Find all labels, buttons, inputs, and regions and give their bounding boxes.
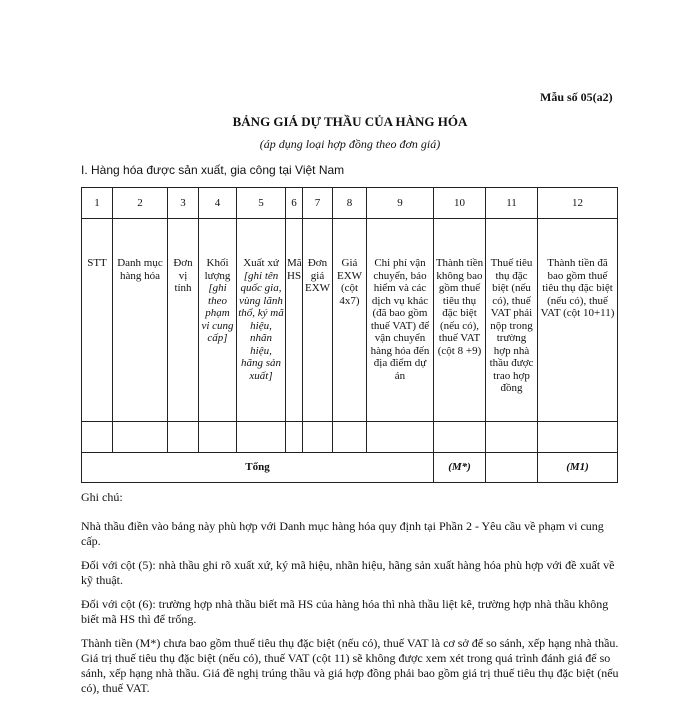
table-cell (199, 422, 237, 453)
table-cell (333, 422, 367, 453)
column-number-row (82, 188, 618, 219)
total-m1: (M1) (538, 453, 618, 483)
table-cell (303, 422, 333, 453)
header-stt: STT (82, 219, 113, 422)
note-item: Nhà thầu điền vào bảng này phù hợp với Danh mục hàng hóa quy định tại Phần 2 - Yêu cầu về phạm vi cung cấp. (81, 519, 604, 548)
header-exw-unit-price: Đơn giá EXW (303, 219, 333, 422)
header-exw-price: Giá EXW (cột 4x7) (333, 219, 367, 422)
col-number: 1 (82, 188, 113, 219)
note-item: Đối với cột (6): trường hợp nhà thầu biết mã HS của hàng hóa thì nhà thầu liệt kê, trường hợp nhà thầu không biết mã HS thì để trống. (81, 597, 609, 626)
section-heading: I. Hàng hóa được sản xuất, gia công tại Việt Nam (81, 163, 345, 177)
table-cell (367, 422, 434, 453)
header-origin-label: Xuất xứ (243, 257, 279, 269)
note-item: Đối với cột (5): nhà thầu ghi rõ xuất xứ, ký mã hiệu, nhãn hiệu, hãng sản xuất hàng hóa phù hợp với đề xuất về kỹ thuật. (81, 558, 615, 587)
col-number: 5 (237, 188, 286, 219)
form-code: Mẫu số 05(a2) (540, 90, 613, 104)
col-number: 6 (286, 188, 303, 219)
header-item-list: Danh mục hàng hóa (113, 219, 168, 422)
col-number: 8 (333, 188, 367, 219)
bid-price-table (81, 187, 618, 483)
table-cell (434, 422, 486, 453)
header-transport-cost: Chi phí vận chuyển, bảo hiểm và các dịch vụ khác (đã bao gồm thuế VAT) để vận chuyển hàng hóa đến địa điểm dự án (367, 219, 434, 422)
total-m-star: (M*) (434, 453, 486, 483)
col-number: 9 (367, 188, 434, 219)
table-cell (82, 422, 113, 453)
header-quantity-note: [ghi theo phạm vi cung cấp] (201, 282, 234, 344)
header-origin-note: [ghi tên quốc gia, vùng lãnh thổ, ký mã hiệu, nhãn hiệu, hãng sản xuất] (238, 269, 284, 382)
col-number: 12 (538, 188, 618, 219)
total-row (82, 453, 618, 483)
header-unit: Đơn vị tính (168, 219, 199, 422)
document-title: BẢNG GIÁ DỰ THẦU CỦA HÀNG HÓA (232, 114, 468, 129)
empty-row (82, 422, 618, 453)
header-amount-incl-tax: Thành tiền đã bao gồm thuế tiêu thụ đặc biệt (nếu có), thuế VAT (cột 10+11) (538, 219, 618, 422)
total-tax-cell (486, 453, 538, 483)
header-quantity (199, 219, 237, 422)
notes-heading: Ghi chú: (81, 490, 123, 504)
table-cell (538, 422, 618, 453)
col-number: 10 (434, 188, 486, 219)
table-cell (168, 422, 199, 453)
table-cell (486, 422, 538, 453)
header-hs-code: Mã HS (286, 219, 303, 422)
table-cell (113, 422, 168, 453)
notes-section (81, 490, 621, 705)
col-number: 4 (199, 188, 237, 219)
col-number: 11 (486, 188, 538, 219)
header-tax: Thuế tiêu thụ đặc biệt (nếu có), thuế VAT phải nộp trong trường hợp nhà thầu được trao hợp đồng (486, 219, 538, 422)
table-cell (237, 422, 286, 453)
header-amount-excl-tax: Thành tiền không bao gồm thuế tiêu thụ đặc biệt (nếu có), thuế VAT (cột 8 +9) (434, 219, 486, 422)
col-number: 2 (113, 188, 168, 219)
header-origin (237, 219, 286, 422)
table-cell (286, 422, 303, 453)
note-item: Thành tiền (M*) chưa bao gồm thuế tiêu thụ đặc biệt (nếu có), thuế VAT là cơ sở để so sánh, xếp hạng nhà thầu. Giá trị thuế tiêu thụ đặc biệt (nếu có), thuế VAT (cột 11) sẽ không được xem xét trong quá trình đánh giá để so sánh, xếp hạng nhà thầu. Giá đề nghị trúng thầu và giá hợp đồng phải bao gồm giá trị thuế tiêu thụ đặc biệt (nếu có), thuế VAT. (81, 636, 619, 695)
col-number: 3 (168, 188, 199, 219)
header-quantity-label: Khối lượng (204, 257, 231, 282)
document-subtitle: (áp dụng loại hợp đồng theo đơn giá) (259, 137, 441, 151)
header-row (82, 219, 618, 422)
total-label: Tổng (82, 453, 434, 483)
col-number: 7 (303, 188, 333, 219)
